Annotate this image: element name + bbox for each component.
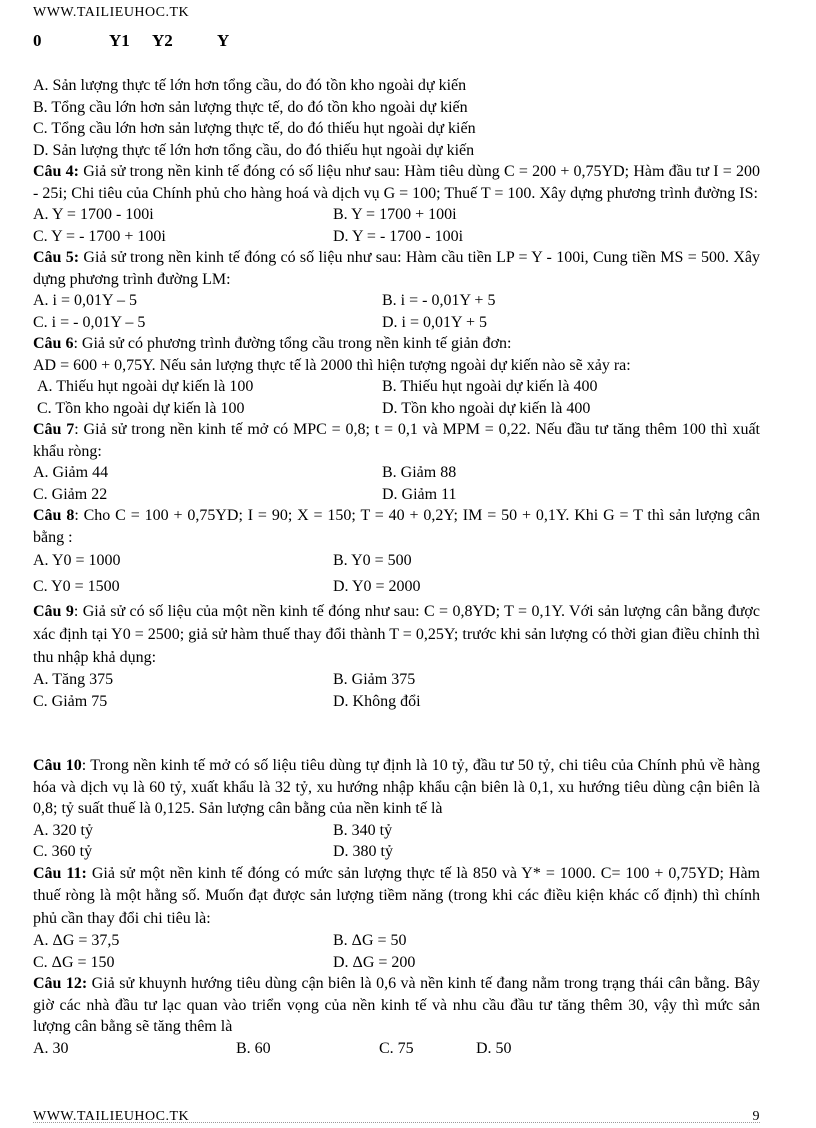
q5-option-d: D. i = 0,01Y + 5	[382, 313, 488, 331]
q4-text: Giả sử trong nền kinh tế đóng có số liệu như sau: Hàm tiêu dùng C = 200 + 0,75YD; Hàm đầu tư I = 200 - 25i; Chi tiêu của Chính phủ cho hàng hoá và dịch vụ G = 100; Thuế T = 100. Xây dựng phương trình đường IS:	[33, 163, 761, 202]
axis-origin: 0	[33, 31, 42, 50]
q8-option-c: C. Y0 = 1500	[33, 578, 120, 595]
q6-option-c: C. Tồn kho ngoài dự kiến là 100	[37, 399, 245, 417]
q9-option-a: A. Tăng 375	[33, 671, 114, 688]
q12-text: Giả sử khuynh hướng tiêu dùng cận biên là 0,6 và nền kinh tế đang nằm trong trạng thái cân bằng. Bây giờ các nhà đầu tư lạc quan vào triển vọng của nền kinh tế và nhu cầu đầu tư tăng thêm 30, vậy thì mức sản lượng cân bằng sẽ tăng thêm là	[33, 975, 761, 1035]
q5-option-c: C. i = - 0,01Y – 5	[33, 313, 146, 331]
q11-option-a: A. ΔG = 37,5	[33, 932, 120, 949]
questions	[33, 75, 760, 1059]
q11-option-c: C. ΔG = 150	[33, 953, 115, 971]
q3-option-c: C. Tổng cầu lớn hơn sản lượng thực tế, do đó thiếu hụt ngoài dự kiến	[33, 120, 476, 137]
spacer	[33, 712, 760, 755]
q7-option-d: D. Giảm 11	[382, 485, 457, 503]
q5-option-a: A. i = 0,01Y – 5	[33, 292, 137, 309]
q6-option-a: A. Thiếu hụt ngoài dự kiến là 100	[37, 378, 254, 395]
q5-options-row2	[33, 312, 760, 334]
q5-text: Giả sử trong nền kinh tế đóng có số liệu như sau: Hàm cầu tiền LP = Y - 100i, Cung tiền MS = 500. Xây dựng phương trình đường LM:	[33, 249, 761, 288]
q10-options-row2	[33, 841, 760, 863]
footer	[33, 1106, 760, 1123]
q10-option-d: D. 380 tỷ	[333, 843, 393, 860]
q9-option-b: B. Giảm 375	[333, 671, 416, 688]
q8-options-row1	[33, 548, 760, 574]
q8-option-b: B. Y0 = 500	[333, 552, 412, 569]
q7-option-b: B. Giảm 88	[382, 464, 457, 481]
q7-label: Câu 7	[33, 421, 75, 438]
axis-y: Y	[217, 31, 230, 50]
q8-text: : Cho C = 100 + 0,75YD; I = 90; X = 150; T = 40 + 0,2Y; IM = 50 + 0,1Y. Khi G = T thì sản lượng cân bằng :	[33, 507, 761, 546]
q12-option-b: B. 60	[236, 1039, 271, 1057]
q5-option-b: B. i = - 0,01Y + 5	[382, 292, 496, 309]
q7-option-a: A. Giảm 44	[33, 464, 109, 481]
q3-option-b: B. Tổng cầu lớn hơn sản lượng thực tế, do đó tồn kho ngoài dự kiến	[33, 98, 468, 116]
q4-option-a: A. Y = 1700 - 100i	[33, 206, 154, 223]
q11-text: Giả sử một nền kinh tế đóng có mức sản lượng thực tế là 850 và Y* = 1000. C= 100 + 0,75YD; Hàm thuế ròng là một hằng số. Muốn đạt được sản lượng tiềm năng (trong khi các điều kiện khác cố định) thì chính phủ cần thay đổi chi tiêu là:	[33, 864, 761, 927]
q10-option-b: B. 340 tỷ	[333, 821, 393, 839]
q12-option-d: D. 50	[476, 1039, 512, 1057]
q11-option-d: D. ΔG = 200	[333, 953, 416, 971]
q4-option-d: D. Y = - 1700 - 100i	[333, 227, 464, 245]
q6-label: Câu 6	[33, 335, 74, 352]
q10-option-c: C. 360 tỷ	[33, 843, 93, 860]
q5-options-row1	[33, 290, 760, 312]
q9-option-d: D. Không đổi	[333, 692, 421, 710]
q12-question	[33, 973, 760, 1038]
q10-option-a: A. 320 tỷ	[33, 821, 93, 839]
q9-question	[33, 600, 760, 669]
q8-option-d: D. Y0 = 2000	[333, 578, 421, 595]
q12-label: Câu 12:	[33, 975, 88, 992]
q7-question	[33, 419, 760, 462]
q12-option-c: C. 75	[379, 1039, 414, 1057]
q3-option-a: A. Sản lượng thực tế lớn hơn tổng cầu, do đó tồn kho ngoài dự kiến	[33, 77, 467, 94]
q4-options-row2	[33, 226, 760, 248]
q6-option-d: D. Tồn kho ngoài dự kiến là 400	[382, 399, 591, 417]
q9-text: : Giả sử có số liệu của một nền kinh tế đóng như sau: C = 0,8YD; T = 0,1Y. Với sản lượng cân bằng được xác định tại Y0 = 2500; giả sử hàm thuế thay đổi thành T = 0,25Y; trước khi sản lượng có thời gian điều chỉnh thì thu nhập khả dụng:	[33, 603, 760, 666]
q6-question-line2: AD = 600 + 0,75Y. Nếu sản lượng thực tế là 2000 thì hiện tượng ngoài dự kiến nào sẽ xảy ra:	[33, 356, 631, 374]
q8-label: Câu 8	[33, 507, 75, 524]
q12-option-a: A. 30	[33, 1039, 69, 1057]
q3-option-d: D. Sản lượng thực tế lớn hơn tổng cầu, do đó thiếu hụt ngoài dự kiến	[33, 141, 475, 159]
q11-label: Câu 11:	[33, 864, 87, 882]
page-number: 9	[752, 1109, 760, 1124]
q10-options-row1	[33, 820, 760, 842]
q10-text: : Trong nền kinh tế mở có số liệu tiêu dùng tự định là 10 tỷ, đầu tư 50 tỷ, chi tiêu của Chính phủ về hàng hóa và dịch vụ là 60 tỷ, xuất khẩu là 32 tỷ, xu hướng nhập khẩu cận biên là 0,1, xu hướng tiêu dùng cận biên là 0,8; tỷ suất thuế là 0,125. Sản lượng cân bằng của nền kinh tế là	[33, 757, 760, 817]
q8-option-a: A. Y0 = 1000	[33, 552, 121, 569]
q10-question	[33, 755, 760, 820]
graph-axis-labels	[33, 30, 333, 52]
q4-options-row1	[33, 204, 760, 226]
q7-options-row1	[33, 462, 760, 484]
q6-option-b: B. Thiếu hụt ngoài dự kiến là 400	[382, 378, 598, 395]
q7-option-c: C. Giảm 22	[33, 485, 108, 503]
q11-options-row2	[33, 952, 760, 974]
q6-options-row2	[33, 398, 760, 420]
q8-options-row2	[33, 574, 760, 600]
q11-question	[33, 863, 760, 931]
q11-option-b: B. ΔG = 50	[333, 932, 407, 949]
q4-option-c: C. Y = - 1700 + 100i	[33, 227, 166, 245]
q4-label: Câu 4:	[33, 163, 79, 180]
q4-option-b: B. Y = 1700 + 100i	[333, 206, 457, 223]
q6-options-row1	[33, 376, 760, 398]
footer-site: WWW.TAILIEUHOC.TK	[33, 1109, 190, 1124]
q5-question	[33, 247, 760, 290]
header-site: WWW.TAILIEUHOC.TK	[33, 5, 190, 20]
axis-y1: Y1	[109, 31, 130, 50]
q11-options-row1	[33, 930, 760, 952]
q5-label: Câu 5:	[33, 249, 80, 266]
q7-options-row2	[33, 484, 760, 506]
q12-options-row	[33, 1038, 760, 1060]
q10-label: Câu 10	[33, 757, 82, 774]
q9-label: Câu 9	[33, 603, 74, 620]
q9-option-c: C. Giảm 75	[33, 692, 108, 710]
q9-options-row1	[33, 669, 760, 691]
q6-question-line1	[33, 333, 760, 355]
q9-options-row2	[33, 691, 760, 713]
q8-question	[33, 505, 760, 548]
axis-y2: Y2	[152, 31, 173, 50]
q6-text1: : Giả sử có phương trình đường tổng cầu trong nền kinh tế giản đơn:	[73, 335, 512, 352]
q4-question	[33, 161, 760, 204]
q7-text: : Giả sử trong nền kinh tế mở có MPC = 0,8; t = 0,1 và MPM = 0,22. Nếu đầu tư tăng thêm 100 thì xuất khẩu ròng:	[33, 421, 760, 460]
